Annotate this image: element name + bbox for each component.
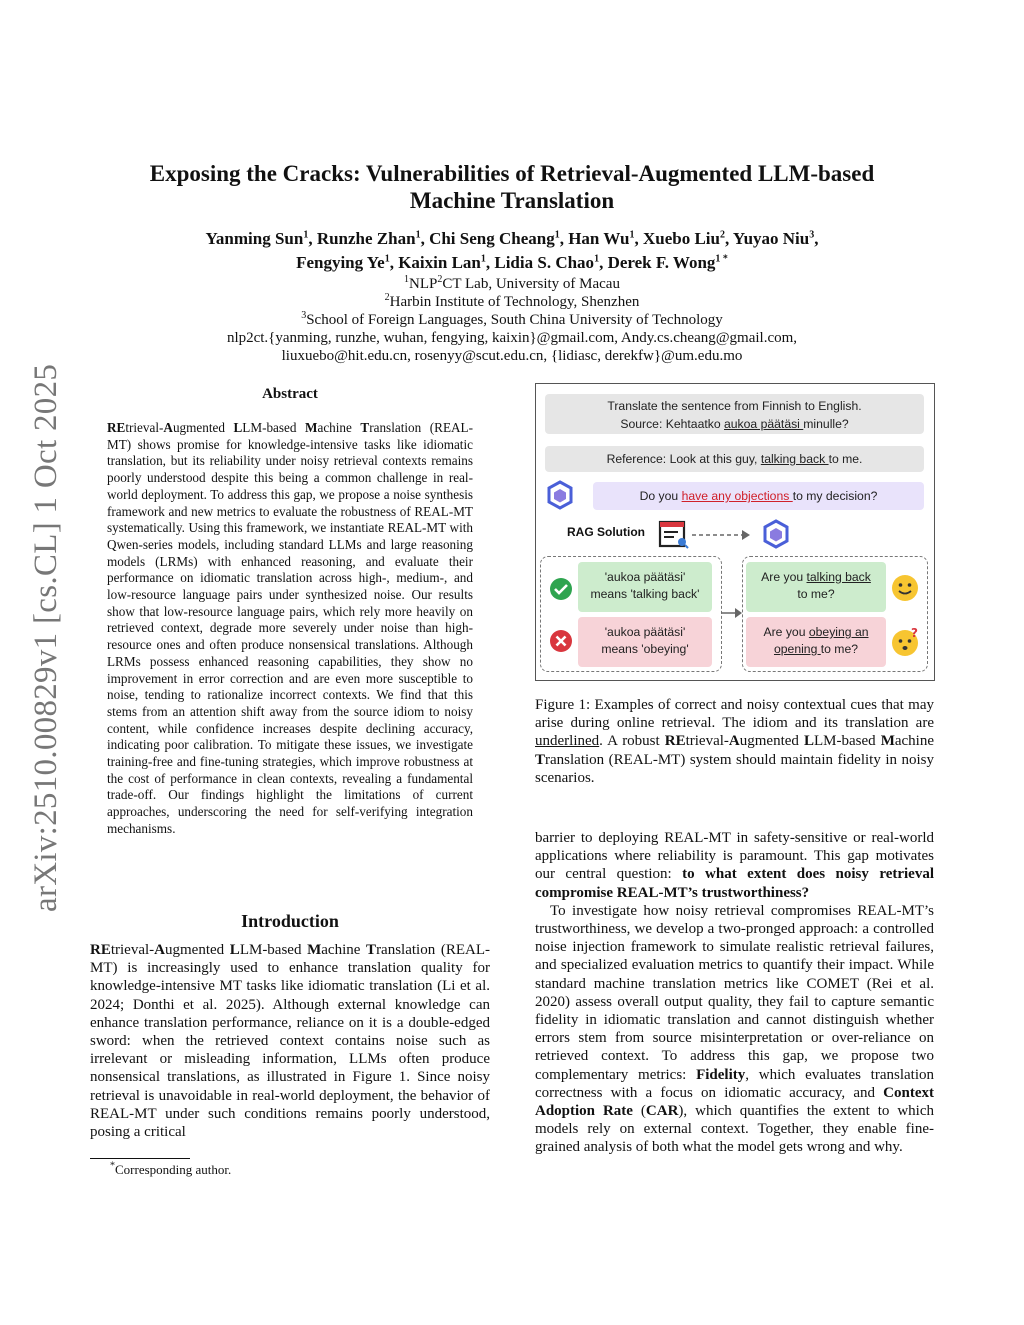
author-affil-mark: 2: [719, 229, 725, 241]
author-separator: ,: [814, 229, 819, 248]
author-affil-mark: 1: [415, 229, 421, 241]
model-output-rest: to my decision?: [792, 489, 878, 503]
paragraph-text: barrier to deploying REAL-MT in safety-sensitive or real-world applications where reliability is paramount. This gap motivates our central question:: [535, 830, 934, 883]
source-text: [545, 415, 924, 433]
author-name: , Han Wu: [559, 229, 630, 248]
prompt-text: Translate the sentence from Finnish to English.: [607, 399, 862, 413]
reference-box: [545, 446, 924, 472]
svg-text:?: ?: [911, 627, 918, 640]
author-affil-mark: 3: [809, 229, 815, 241]
caption-text: Figure 1: Examples of correct and noisy contextual cues that may arise during online retrieval. The idiom and its translation are: [535, 697, 934, 732]
author-affil-mark: 1: [303, 229, 309, 241]
author-name: , Yuyao Niu: [724, 229, 810, 248]
author-affil-mark: 1: [480, 253, 486, 265]
author-name: , Xuebo Liu: [634, 229, 720, 248]
introduction-text: (REAL-MT) is increasingly used to enhance translation quality for knowledge-intensive MT tasks like idiomatic translation (Li et al. 2024; Donthi et al. 2025). Although external knowledge can enhance translation performance, reliance on it is a double-edged sword: when the retrieved context contains noise such as irrelevant or misleading information, LLMs often produce nonsensical translations, as illustrated in Figure 1. Since noisy retrieval is unavoidable in real-world deployment, the behavior of REAL-MT under such conditions remains poorly understood, posing a critical: [90, 942, 491, 1141]
email-line-2: liuxuebo@hit.edu.cn, rosenyy@scut.edu.cn, {lidiasc, derekfw}@um.edu.mo: [281, 348, 743, 364]
acronym-letter: T: [360, 420, 370, 435]
author-name: , Lidia S. Chao: [485, 253, 595, 272]
affil-text: NLP: [409, 276, 438, 292]
document-search-icon: [658, 519, 690, 549]
acronym-letter: T: [535, 751, 546, 768]
affil-mark: 1: [404, 274, 410, 285]
paragraph-text: (: [632, 1103, 646, 1120]
paragraph-text: , which evaluates translation correctness with a focus on idiomatic accuracy, and: [535, 1066, 934, 1101]
affil-mark: 3: [301, 310, 307, 321]
author-name: Fengying Ye: [296, 253, 385, 272]
acronym-rest: ugmented: [739, 733, 804, 750]
affiliation-3: [80, 311, 944, 329]
title-line-1: Exposing the Cracks: Vulnerabilities of Retrieval-Augmented LLM-based: [149, 161, 875, 186]
footnote: [110, 1162, 231, 1178]
confused-emoji-icon: [891, 627, 921, 657]
affil-mark: 2: [437, 274, 443, 285]
footnote-rule: [90, 1158, 190, 1159]
acronym-rest: trieval-: [110, 942, 155, 958]
paragraph: [535, 829, 934, 902]
author-line-2: [80, 251, 944, 275]
acronym-letter: RE: [107, 420, 126, 435]
source-idiom: aukoa päätäsi: [724, 417, 804, 431]
figure-1: [535, 383, 935, 681]
acronym-letter: RE: [90, 942, 111, 958]
model-output-error: have any objections: [681, 489, 793, 503]
arrow-right-icon: [721, 606, 743, 620]
acronym-rest: ranslation: [376, 942, 436, 958]
acronym-letter: A: [154, 942, 165, 958]
abstract-body: [107, 420, 473, 838]
author-name: , Kaixin Lan: [389, 253, 481, 272]
acronym-letter: L: [229, 942, 240, 958]
acronym-letter: T: [366, 942, 377, 958]
author-name: Yanming Sun: [205, 229, 304, 248]
reference-idiom: talking back: [760, 452, 829, 466]
context-text: means 'obeying': [601, 642, 689, 656]
llm-logo-icon: [761, 519, 791, 549]
check-icon: [549, 577, 573, 601]
prompt-box: [545, 394, 924, 434]
arxiv-identifier: arXiv:2510.00829v1 [cs.CL] 1 Oct 2025: [28, 363, 64, 912]
noisy-output: [746, 617, 886, 667]
metric-name: Fidelity: [696, 1066, 746, 1083]
caption-text: . A robust: [599, 733, 665, 750]
author-name: , Derek F. Wong: [599, 253, 716, 272]
acronym-rest: ugmented: [172, 420, 234, 435]
output-idiom: opening: [773, 642, 821, 656]
introduction-body: [90, 941, 490, 1141]
caption-text: ranslation (REAL-MT) system should maintain fidelity in noisy scenarios.: [535, 751, 934, 786]
output-text: Are you: [763, 625, 809, 639]
acronym-letter: M: [880, 733, 895, 750]
acronym-letter: L: [803, 733, 814, 750]
metric-name: Context Adoption Rate: [535, 1084, 934, 1120]
caption-underlined: underlined: [535, 733, 600, 750]
central-question: to what extent does noisy retrieval compromise REAL-MT’s trustworthiness?: [535, 866, 935, 901]
happy-emoji-icon: [891, 574, 919, 602]
acronym-rest: trieval-: [685, 733, 729, 750]
correct-context: [578, 562, 712, 612]
acronym-letter: M: [307, 942, 322, 958]
footnote-text: Corresponding author.: [115, 1162, 232, 1177]
acronym-rest: LM-based: [242, 420, 306, 435]
noisy-context: [578, 617, 712, 667]
acronym-rest: achine: [894, 733, 934, 750]
output-idiom: obeying an: [808, 625, 869, 639]
acronym-letter: A: [728, 733, 740, 750]
output-text: to me?: [820, 642, 859, 656]
output-text: to me?: [797, 587, 835, 601]
author-affil-mark: 1: [384, 253, 390, 265]
correct-output: [746, 562, 886, 612]
affil-text: School of Foreign Languages, South China University of Technology: [306, 312, 723, 328]
affiliations: [80, 275, 944, 365]
affil-text: Harbin Institute of Technology, Shenzhen: [389, 294, 640, 310]
figure-caption: [535, 696, 934, 787]
affil-text: CT Lab, University of Macau: [442, 276, 620, 292]
reference-rest: to me.: [828, 452, 863, 466]
output-text: Are you: [761, 570, 807, 584]
email-line-1: nlp2ct.{yanming, runzhe, wuhan, fengying, kaixin}@gmail.com, Andy.cs.cheang@gmail.com,: [226, 330, 798, 346]
acronym-rest: ugmented: [165, 942, 230, 958]
affiliation-2: [80, 293, 944, 311]
output-idiom: talking back: [806, 570, 871, 584]
author-affil-mark: 1: [554, 229, 560, 241]
output-line: [746, 624, 886, 641]
arrow-right-icon: [692, 528, 752, 542]
output-line: [746, 569, 886, 586]
author-affil-mark: 1: [594, 253, 600, 265]
source-rest: minulle?: [803, 417, 849, 431]
abstract-heading: Abstract: [262, 386, 318, 402]
author-name: , Runzhe Zhan: [308, 229, 416, 248]
acronym-rest: achine: [317, 420, 361, 435]
acronym-letter: M: [305, 420, 318, 435]
acronym-letter: A: [163, 420, 173, 435]
acronym-rest: ranslation: [369, 420, 422, 435]
paragraph-text: To investigate how noisy retrieval compromises REAL-MT’s trustworthiness, we develop a two-pronged approach: a controlled noise injection framework to simulate realistic retrieval failures, and specialized evaluation metrics to quantify their impact. While standard machine translation metrics like COMET (Rei et al. 2020) assess overall output quality, they fail to capture semantic fidelity in idiomatic translation and cannot distinguish whether errors stem from source misinterpretation or over-reliance on retrieved context. To address this gap, we propose two complementary metrics:: [535, 902, 934, 1083]
paper-title: [80, 160, 944, 214]
affil-mark: 2: [384, 292, 390, 303]
author-affil-mark: 1: [629, 229, 635, 241]
context-text: 'aukoa päätäsi': [604, 570, 686, 584]
title-line-2: Machine Translation: [409, 188, 615, 213]
affiliation-1: [80, 275, 944, 293]
metric-abbrev: CAR: [645, 1103, 679, 1120]
paragraph: [535, 902, 934, 1157]
acronym-rest: trieval-: [125, 420, 164, 435]
right-column-body: [535, 829, 934, 1157]
model-output-text: Do you: [639, 489, 682, 503]
author-list: [80, 227, 944, 275]
acronym-rest: achine: [321, 942, 367, 958]
source-label: Source: Kehtaatko: [620, 417, 724, 431]
author-affil-mark: 1 *: [715, 253, 728, 265]
context-text: 'aukoa päätäsi': [604, 625, 686, 639]
cross-icon: [549, 629, 573, 653]
author-line-1: [80, 227, 944, 251]
acronym-rest: LM-based: [813, 733, 881, 750]
acronym-letter: RE: [664, 733, 686, 750]
reference-label: Reference: Look at this guy,: [606, 452, 761, 466]
context-text: means 'talking back': [590, 587, 700, 601]
abstract-text: (REAL-MT) shows promise for knowledge-intensive tasks like idiomatic translation, but its reliability under noisy retrieval contexts remains poorly understood despite this being a common challenge in real-world deployment. To address this gap, we propose a noise synthesis framework and new metrics to evaluate the robustness of REAL-MT systematically. Using this framework, we instantiate REAL-MT with Qwen-series models, including standard LLMs and large reasoning models (LRMs) with enhanced reasoning, and evaluate their performance on idiomatic translation across high-, medium-, and low-resource language pairs under synthesized noise. Our results show that low-resource language pairs, which rely more heavily on retrieved context, degrade more severely under noise than high-resource ones and often produce nonsensical translations. Although LRMs possess enhanced reasoning capabilities, they show no improvement in error correction and are even more susceptible to noise, tending to rationalize incorrect contexts. We find that this stems from an attention shift away from the source idiom to noisy content, while confidence increases despite declining accuracy, indicating poor calibration. To mitigate these issues, we investigate training-free and fine-tuning strategies, which improve robustness at the cost of performance in clean contexts, revealing a fundamental trade-off. Our findings highlight the limitations of current approaches, underscoring the need for self-verifying integration mechanisms.: [107, 420, 473, 836]
acronym-rest: LM-based: [239, 942, 308, 958]
rag-solution-label: RAG Solution: [567, 525, 645, 539]
footnote-mark: *: [110, 1160, 115, 1172]
output-line: [746, 641, 886, 658]
acronym-letter: L: [233, 420, 243, 435]
llm-logo-icon: [545, 480, 575, 510]
model-output-box: [593, 482, 924, 510]
author-name: , Chi Seng Cheang: [420, 229, 555, 248]
introduction-heading: Introduction: [241, 911, 339, 931]
paragraph-text: ), which quantifies the extent to which models rely on external context. Together, they enable fine-grained analysis of both what the model gets wrong and why.: [535, 1103, 934, 1156]
